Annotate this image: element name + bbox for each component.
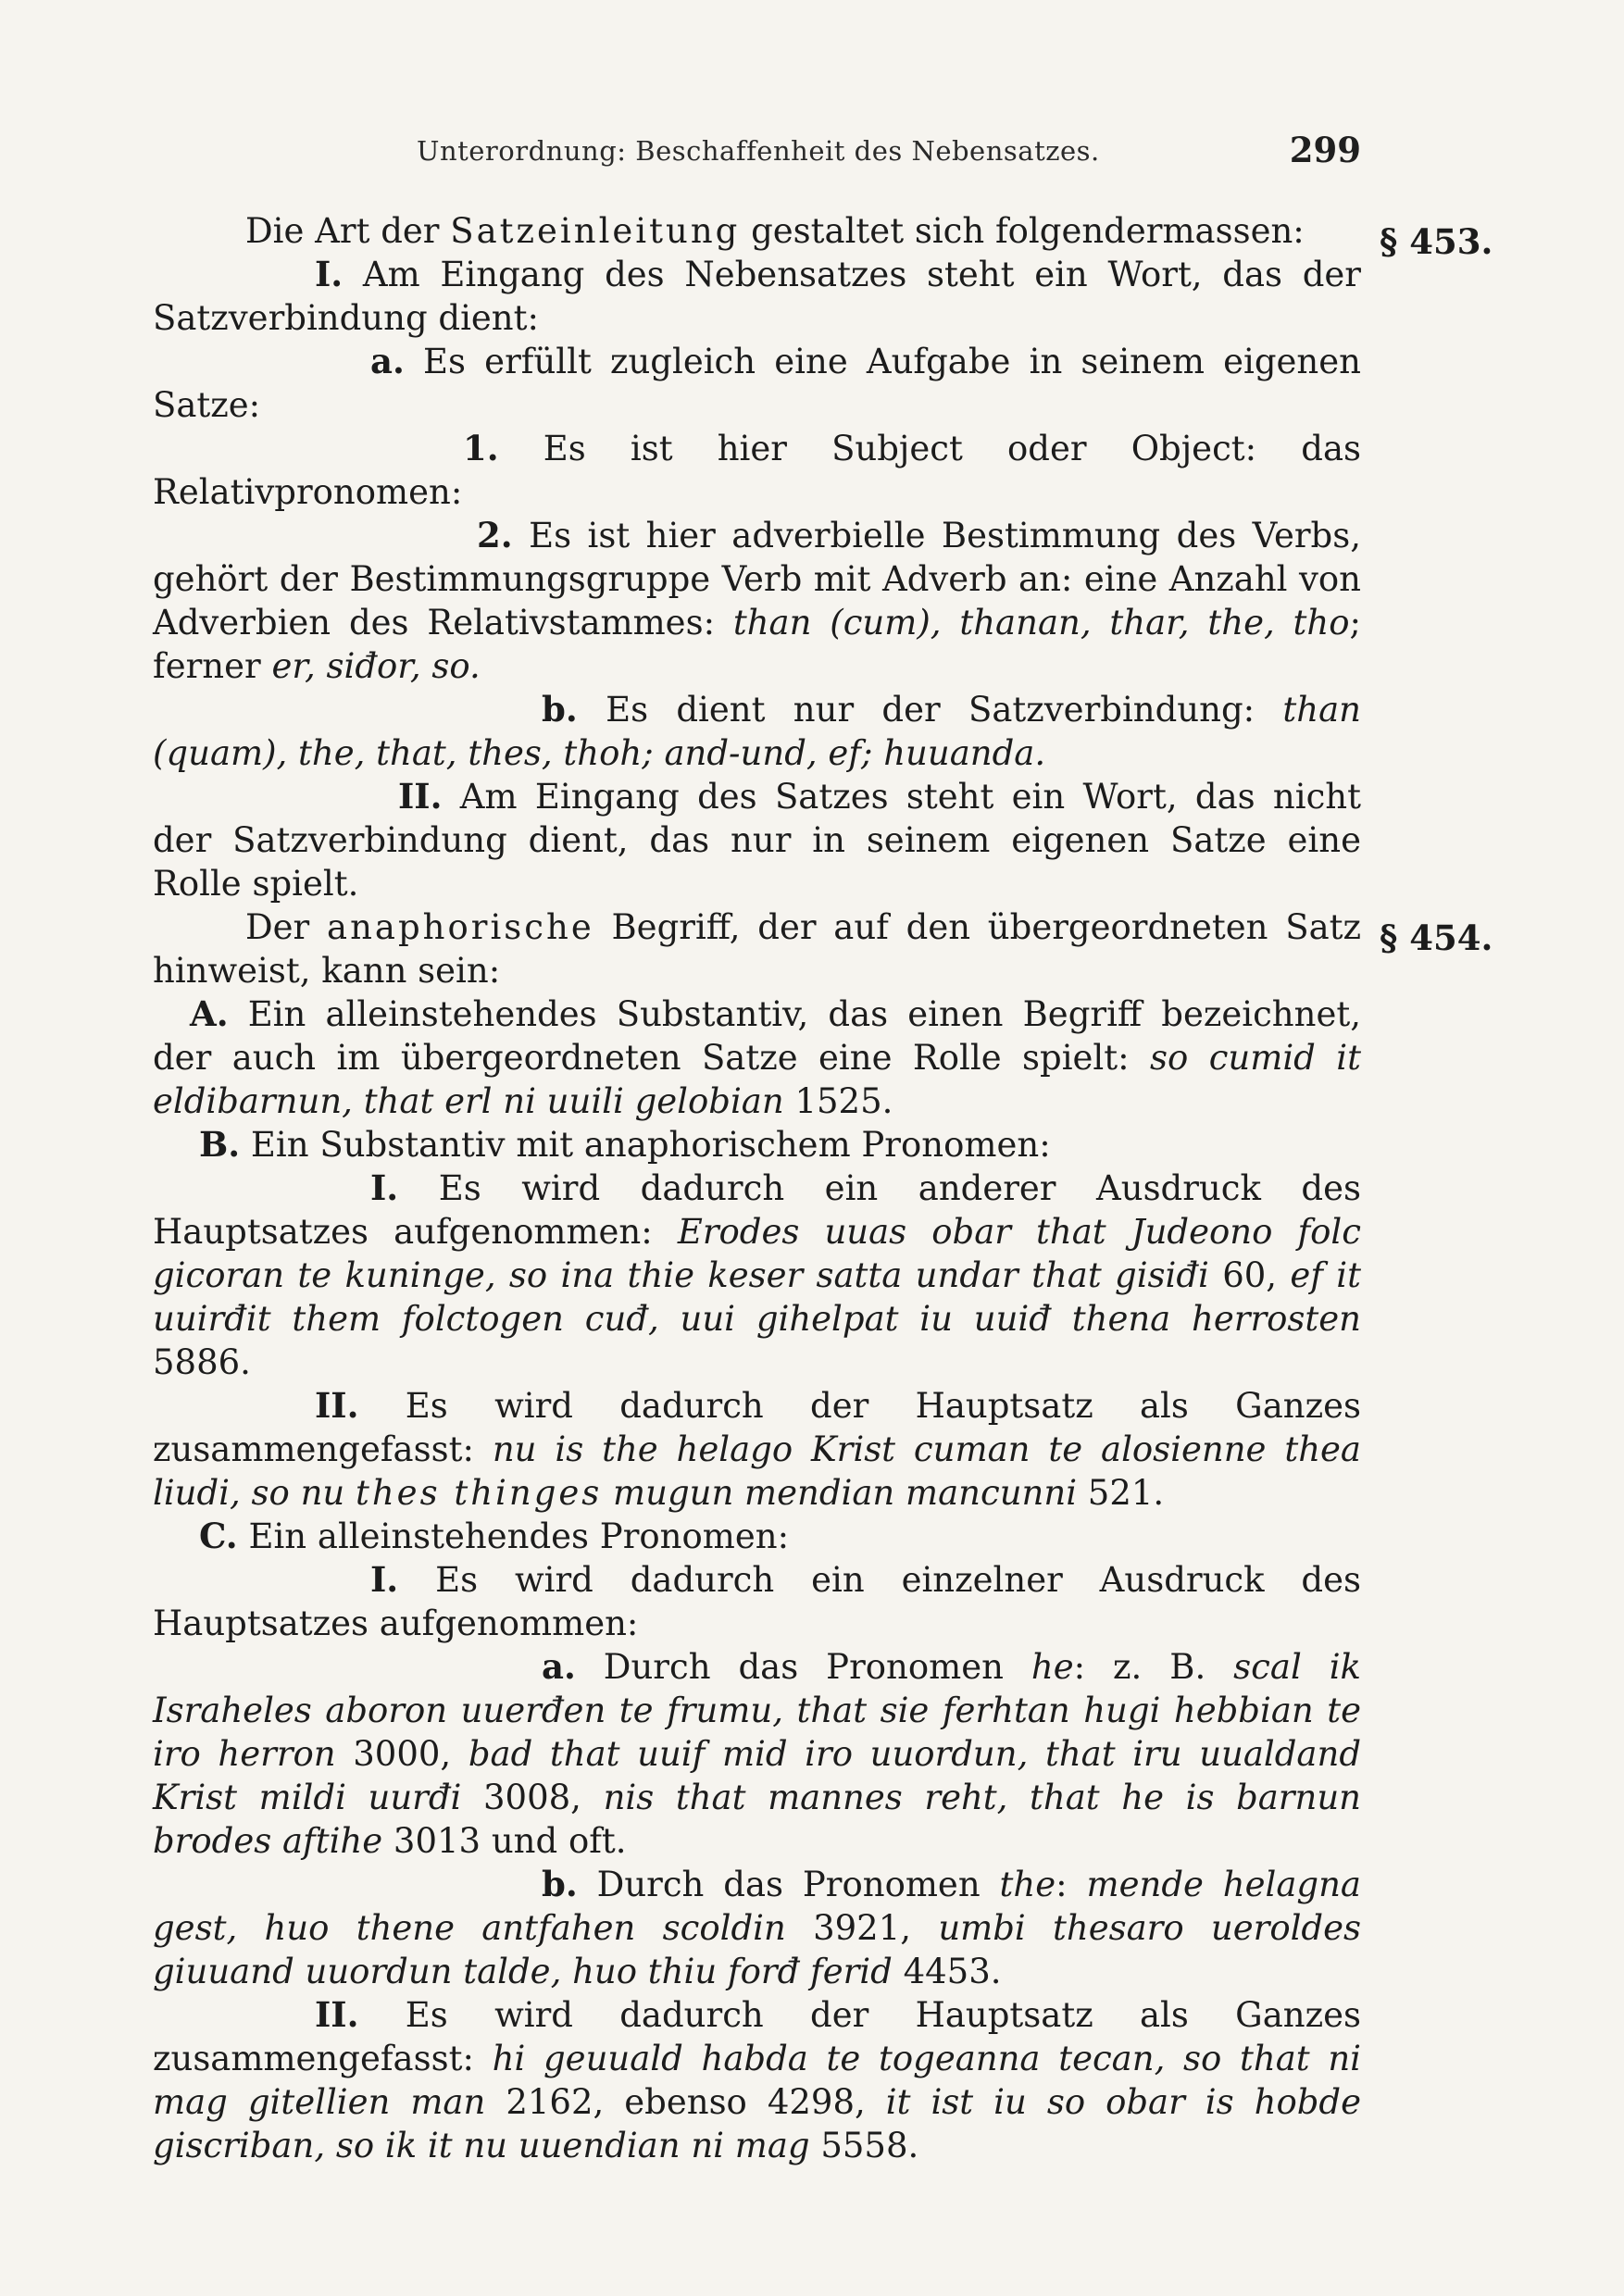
- text: : z. B.: [1073, 1647, 1234, 1687]
- numbered-label: I.: [370, 1559, 399, 1600]
- page-header: [153, 130, 1361, 185]
- text: Am Eingang des Satzes steht ein Wort, das nicht der Satzverbindung dient, das nur in seinem eigenen Satze eine Rolle spielt.: [153, 777, 1361, 904]
- line-reference: 1525.: [783, 1081, 893, 1121]
- example-text: than (quam), the, that, thes, thoh; and-und, ef; huuanda.: [153, 690, 1361, 773]
- numbered-label: A.: [190, 993, 229, 1034]
- text: Am Eingang des Nebensatzes steht ein Wort, das der Satzverbindung dient:: [153, 255, 1361, 338]
- numbered-label: I.: [370, 1167, 399, 1208]
- paragraph-anaphorisch: [153, 905, 1361, 992]
- pronoun: he: [1031, 1647, 1074, 1687]
- numbered-label: II.: [398, 776, 443, 817]
- numbered-label: I.: [315, 254, 344, 294]
- example-text: scal ik Israheles aboron uuerđen te frumu, that sie ferhtan hugi hebbian te iro herron: [153, 1647, 1361, 1774]
- numbered-label: 1.: [463, 428, 499, 468]
- text: Es wird dadurch ein anderer Ausdruck des Hauptsatzes aufgenommen:: [153, 1168, 1361, 1252]
- text: Es ist hier Subject oder Object: das Relativpronomen:: [153, 429, 1361, 512]
- paragraph-C: [153, 1515, 1361, 1558]
- body-text: [153, 209, 1493, 2167]
- section-453: [153, 209, 1493, 262]
- line-reference: 3000,: [335, 1734, 468, 1774]
- paragraph-a: [153, 340, 1361, 427]
- pronoun: the: [999, 1865, 1056, 1904]
- example-text: mende helagna gest, huo thene antfahen scoldin: [153, 1865, 1361, 1948]
- paragraph-C-II: [153, 1993, 1361, 2167]
- line-reference: 521.: [1077, 1473, 1165, 1513]
- example-text: nu is the helago Krist cuman te alosienne thea liudi, so nu: [153, 1429, 1361, 1513]
- line-reference: 5558.: [809, 2126, 919, 2165]
- text: Es wird dadurch der Hauptsatz als Ganzes zusammengefasst:: [153, 1995, 1361, 2078]
- text: ; ferner: [153, 603, 1361, 686]
- paragraph-B-II: [153, 1384, 1361, 1515]
- text: Ein Substantiv mit anaphorischem Pronomen:: [240, 1125, 1051, 1165]
- paragraph-A: [153, 992, 1361, 1123]
- text: Ein alleinstehendes Substantiv, das einen Begriff bezeichnet, der auch im übergeordneten Satze eine Rolle spielt:: [153, 994, 1361, 1078]
- section-mark-454: § 454.: [1380, 917, 1493, 958]
- paragraph-B-I: [153, 1167, 1361, 1384]
- text: Durch das Pronomen: [575, 1647, 1031, 1687]
- line-reference: 2162, ebenso 4298,: [485, 2082, 886, 2122]
- line-reference: 3921,: [785, 1908, 939, 1948]
- spaced-term: Satzeinleitung: [450, 211, 741, 251]
- text: Es erfüllt zugleich eine Aufgabe in seinem eigenen Satze:: [153, 342, 1361, 425]
- spaced-term: anaphorische: [327, 907, 594, 947]
- line-reference: 5886.: [153, 1342, 251, 1382]
- numbered-label: b.: [542, 1864, 578, 1904]
- numbered-label: II.: [315, 1994, 359, 2035]
- text: gestaltet sich folgendermassen:: [740, 211, 1305, 251]
- example-text: Erodes uuas obar that Judeono folc gicoran te kuninge, so ina thie keser satta undar that gisiđi: [153, 1212, 1361, 1295]
- paragraph-C-I-a: [153, 1645, 1361, 1863]
- numbered-label: b.: [542, 689, 578, 730]
- example-text: nis that mannes reht, that he is barnun brodes aftihe: [153, 1778, 1361, 1861]
- line-reference: 60,: [1208, 1255, 1291, 1295]
- text: Die Art der: [245, 211, 451, 251]
- numbered-label: a.: [370, 341, 405, 381]
- text: Es wird dadurch ein einzelner Ausdruck des Hauptsatzes aufgenommen:: [153, 1560, 1361, 1643]
- paragraph-I: [153, 253, 1361, 340]
- section-mark-453: § 453.: [1380, 221, 1493, 262]
- paragraph-B: [153, 1123, 1361, 1167]
- paragraph-C-I-b: [153, 1863, 1361, 1993]
- example-text: mugun mendian mancunni: [602, 1473, 1078, 1513]
- text: Es wird dadurch der Hauptsatz als Ganzes zusammengefasst:: [153, 1386, 1361, 1469]
- example-text: er, siđor, so.: [271, 646, 481, 686]
- example-text: ef it uuirđit them folctogen cuđ, uui gihelpat iu uuiđ thena herrosten: [153, 1255, 1362, 1339]
- paragraph-1: [153, 427, 1361, 514]
- example-text: bad that uuif mid iro uuordun, that iru uualdand Krist mildi uurđi: [153, 1734, 1362, 1817]
- numbered-label: a.: [542, 1646, 576, 1687]
- line-reference: 3008,: [461, 1778, 604, 1817]
- section-454: [153, 905, 1493, 992]
- numbered-label: 2.: [477, 515, 513, 555]
- line-reference: 3013 und oft.: [382, 1821, 627, 1861]
- paragraph-II: [153, 775, 1361, 905]
- example-text: hi geuuald habda te togeanna tecan, so that ni mag gitellien man: [153, 2039, 1361, 2122]
- running-head: Unterordnung: Beschaffenheit des Nebensatzes.: [417, 135, 1100, 167]
- paragraph-2: [153, 514, 1361, 688]
- text: Es ist hier adverbielle Bestimmung des Verbs, gehört der Bestimmungsgruppe Verb mit Adverb an: eine Anzahl von Adverbien des Relativstammes:: [153, 516, 1361, 643]
- paragraph-satzeinleitung: [153, 209, 1361, 253]
- numbered-label: C.: [199, 1516, 238, 1556]
- example-text: it ist iu so obar is hobde giscriban, so ik it nu uuendian ni mag: [153, 2082, 1361, 2165]
- page-number: 299: [1289, 130, 1361, 170]
- text: Begriff, der auf den übergeordneten Satz hinweist, kann sein:: [153, 907, 1361, 991]
- line-reference: 4453.: [892, 1952, 1002, 1991]
- paragraph-C-I: [153, 1558, 1361, 1645]
- numbered-label: II.: [315, 1385, 359, 1426]
- paragraph-b: [153, 688, 1361, 775]
- example-text: than (cum), thanan, thar, the, tho: [732, 603, 1350, 643]
- text: Durch das Pronomen: [577, 1865, 1000, 1904]
- example-text-spaced: thes thinges: [355, 1473, 603, 1513]
- example-text: so cumid it eldibarnun, that erl ni uuili gelobian: [153, 1038, 1361, 1121]
- text: Ein alleinstehendes Pronomen:: [237, 1516, 790, 1556]
- numbered-label: B.: [199, 1124, 241, 1165]
- example-text: umbi thesaro ueroldes giuuand uuordun talde, huo thiu forđ ferid: [153, 1908, 1362, 1991]
- text: :: [1056, 1865, 1087, 1904]
- text: Der: [245, 907, 328, 947]
- text: Es dient nur der Satzverbindung:: [577, 690, 1283, 730]
